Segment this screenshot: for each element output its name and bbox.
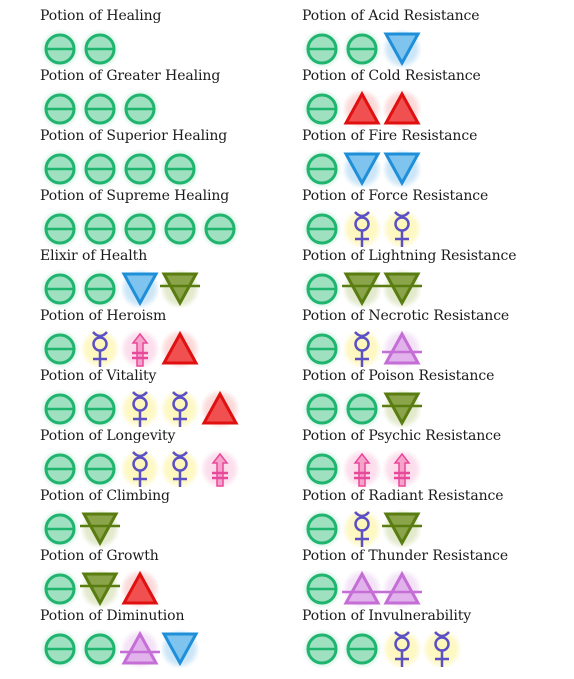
salt-circle-icon [40, 89, 80, 129]
salt-circle-icon [80, 29, 120, 69]
recipe-name: Potion of Thunder Resistance [302, 548, 509, 564]
recipe-name: Potion of Acid Resistance [302, 8, 480, 24]
recipe-entry [40, 547, 300, 607]
recipe-name: Elixir of Health [40, 248, 148, 264]
salt-circle-icon [80, 209, 120, 249]
water-triangle-icon [382, 149, 422, 189]
recipe-name: Potion of Cold Resistance [302, 68, 481, 84]
salt-circle-icon [120, 89, 160, 129]
recipe-name: Potion of Climbing [40, 488, 170, 504]
salt-circle-icon [302, 449, 342, 489]
salt-circle-icon [80, 389, 120, 429]
recipe-name: Potion of Psychic Resistance [302, 428, 502, 444]
recipe-entry [302, 307, 562, 367]
recipe-entry [302, 67, 562, 127]
recipe-name: Potion of Healing [40, 8, 162, 24]
earth-triangle-icon [160, 269, 200, 309]
mercury-symbol-icon [342, 329, 382, 369]
recipe-name: Potion of Supreme Healing [40, 188, 230, 204]
salt-circle-icon [40, 149, 80, 189]
ingredient-symbols [40, 629, 300, 669]
ingredient-symbols [40, 329, 300, 369]
ingredient-symbols [302, 209, 562, 249]
recipe-entry [40, 247, 300, 307]
recipe-entry [40, 607, 300, 667]
earth-triangle-icon [80, 569, 120, 609]
ingredient-symbols [302, 329, 562, 369]
recipe-name: Potion of Necrotic Resistance [302, 308, 510, 324]
ingredient-symbols [302, 569, 562, 609]
earth-triangle-icon [342, 269, 382, 309]
ingredient-symbols [302, 509, 562, 549]
salt-circle-icon [40, 509, 80, 549]
salt-circle-icon [120, 149, 160, 189]
mercury-symbol-icon [160, 389, 200, 429]
recipe-name: Potion of Invulnerability [302, 608, 472, 624]
fire-triangle-icon [342, 89, 382, 129]
recipe-name: Potion of Longevity [40, 428, 176, 444]
fire-triangle-icon [200, 389, 240, 429]
ingredient-symbols [40, 269, 300, 309]
salt-circle-icon [302, 29, 342, 69]
salt-circle-icon [40, 629, 80, 669]
salt-circle-icon [40, 449, 80, 489]
venus-symbol-icon [342, 449, 382, 489]
recipe-name: Potion of Fire Resistance [302, 128, 478, 144]
mercury-symbol-icon [80, 329, 120, 369]
salt-circle-icon [80, 89, 120, 129]
mercury-symbol-icon [342, 209, 382, 249]
salt-circle-icon [342, 389, 382, 429]
water-triangle-icon [342, 149, 382, 189]
salt-circle-icon [80, 449, 120, 489]
mercury-symbol-icon [120, 449, 160, 489]
recipe-name: Potion of Radiant Resistance [302, 488, 504, 504]
ingredient-symbols [302, 149, 562, 189]
earth-triangle-icon [382, 509, 422, 549]
ingredient-symbols [40, 509, 300, 549]
salt-circle-icon [40, 569, 80, 609]
recipe-entry [302, 367, 562, 427]
venus-symbol-icon [382, 449, 422, 489]
air-triangle-icon [120, 629, 160, 669]
recipe-entry [302, 187, 562, 247]
recipe-name: Potion of Greater Healing [40, 68, 221, 84]
salt-circle-icon [302, 269, 342, 309]
mercury-symbol-icon [382, 209, 422, 249]
salt-circle-icon [120, 209, 160, 249]
salt-circle-icon [80, 629, 120, 669]
ingredient-symbols [302, 389, 562, 429]
salt-circle-icon [160, 209, 200, 249]
recipe-entry [40, 67, 300, 127]
recipe-entry [40, 367, 300, 427]
salt-circle-icon [40, 29, 80, 69]
water-triangle-icon [382, 29, 422, 69]
venus-symbol-icon [200, 449, 240, 489]
recipe-entry [302, 7, 562, 67]
salt-circle-icon [200, 209, 240, 249]
salt-circle-icon [40, 209, 80, 249]
recipe-name: Potion of Superior Healing [40, 128, 228, 144]
salt-circle-icon [302, 569, 342, 609]
ingredient-symbols [302, 629, 562, 669]
ingredient-symbols [40, 89, 300, 129]
earth-triangle-icon [382, 269, 422, 309]
ingredient-symbols [40, 569, 300, 609]
recipe-entry [302, 127, 562, 187]
recipe-name: Potion of Growth [40, 548, 159, 564]
salt-circle-icon [80, 269, 120, 309]
recipe-name: Potion of Heroism [40, 308, 167, 324]
recipe-entry [40, 127, 300, 187]
mercury-symbol-icon [120, 389, 160, 429]
water-triangle-icon [160, 629, 200, 669]
ingredient-symbols [302, 269, 562, 309]
salt-circle-icon [302, 149, 342, 189]
salt-circle-icon [302, 209, 342, 249]
fire-triangle-icon [120, 569, 160, 609]
recipe-entry [302, 247, 562, 307]
salt-circle-icon [302, 329, 342, 369]
recipe-entry [302, 487, 562, 547]
air-triangle-icon [342, 569, 382, 609]
recipe-name: Potion of Force Resistance [302, 188, 489, 204]
recipe-entry [40, 427, 300, 487]
ingredient-symbols [40, 389, 300, 429]
recipe-entry [302, 607, 562, 667]
salt-circle-icon [302, 509, 342, 549]
salt-circle-icon [80, 149, 120, 189]
recipe-entry [40, 487, 300, 547]
earth-triangle-icon [80, 509, 120, 549]
salt-circle-icon [342, 29, 382, 69]
recipe-entry [40, 307, 300, 367]
salt-circle-icon [40, 269, 80, 309]
ingredient-symbols [40, 149, 300, 189]
ingredient-symbols [40, 29, 300, 69]
salt-circle-icon [302, 389, 342, 429]
salt-circle-icon [302, 89, 342, 129]
air-triangle-icon [382, 569, 422, 609]
ingredient-symbols [40, 449, 300, 489]
fire-triangle-icon [382, 89, 422, 129]
recipe-name: Potion of Lightning Resistance [302, 248, 517, 264]
recipe-entry [40, 7, 300, 67]
ingredient-symbols [40, 209, 300, 249]
mercury-symbol-icon [160, 449, 200, 489]
recipe-name: Potion of Vitality [40, 368, 157, 384]
recipe-name: Potion of Diminution [40, 608, 185, 624]
salt-circle-icon [342, 629, 382, 669]
salt-circle-icon [160, 149, 200, 189]
ingredient-symbols [302, 449, 562, 489]
fire-triangle-icon [160, 329, 200, 369]
salt-circle-icon [40, 389, 80, 429]
recipe-name: Potion of Poison Resistance [302, 368, 495, 384]
air-triangle-icon [382, 329, 422, 369]
mercury-symbol-icon [342, 509, 382, 549]
recipe-entry [302, 427, 562, 487]
recipe-entry [302, 547, 562, 607]
venus-symbol-icon [120, 329, 160, 369]
salt-circle-icon [40, 329, 80, 369]
ingredient-symbols [302, 89, 562, 129]
salt-circle-icon [302, 629, 342, 669]
earth-triangle-icon [382, 389, 422, 429]
water-triangle-icon [120, 269, 160, 309]
mercury-symbol-icon [382, 629, 422, 669]
mercury-symbol-icon [422, 629, 462, 669]
recipe-entry [40, 187, 300, 247]
ingredient-symbols [302, 29, 562, 69]
